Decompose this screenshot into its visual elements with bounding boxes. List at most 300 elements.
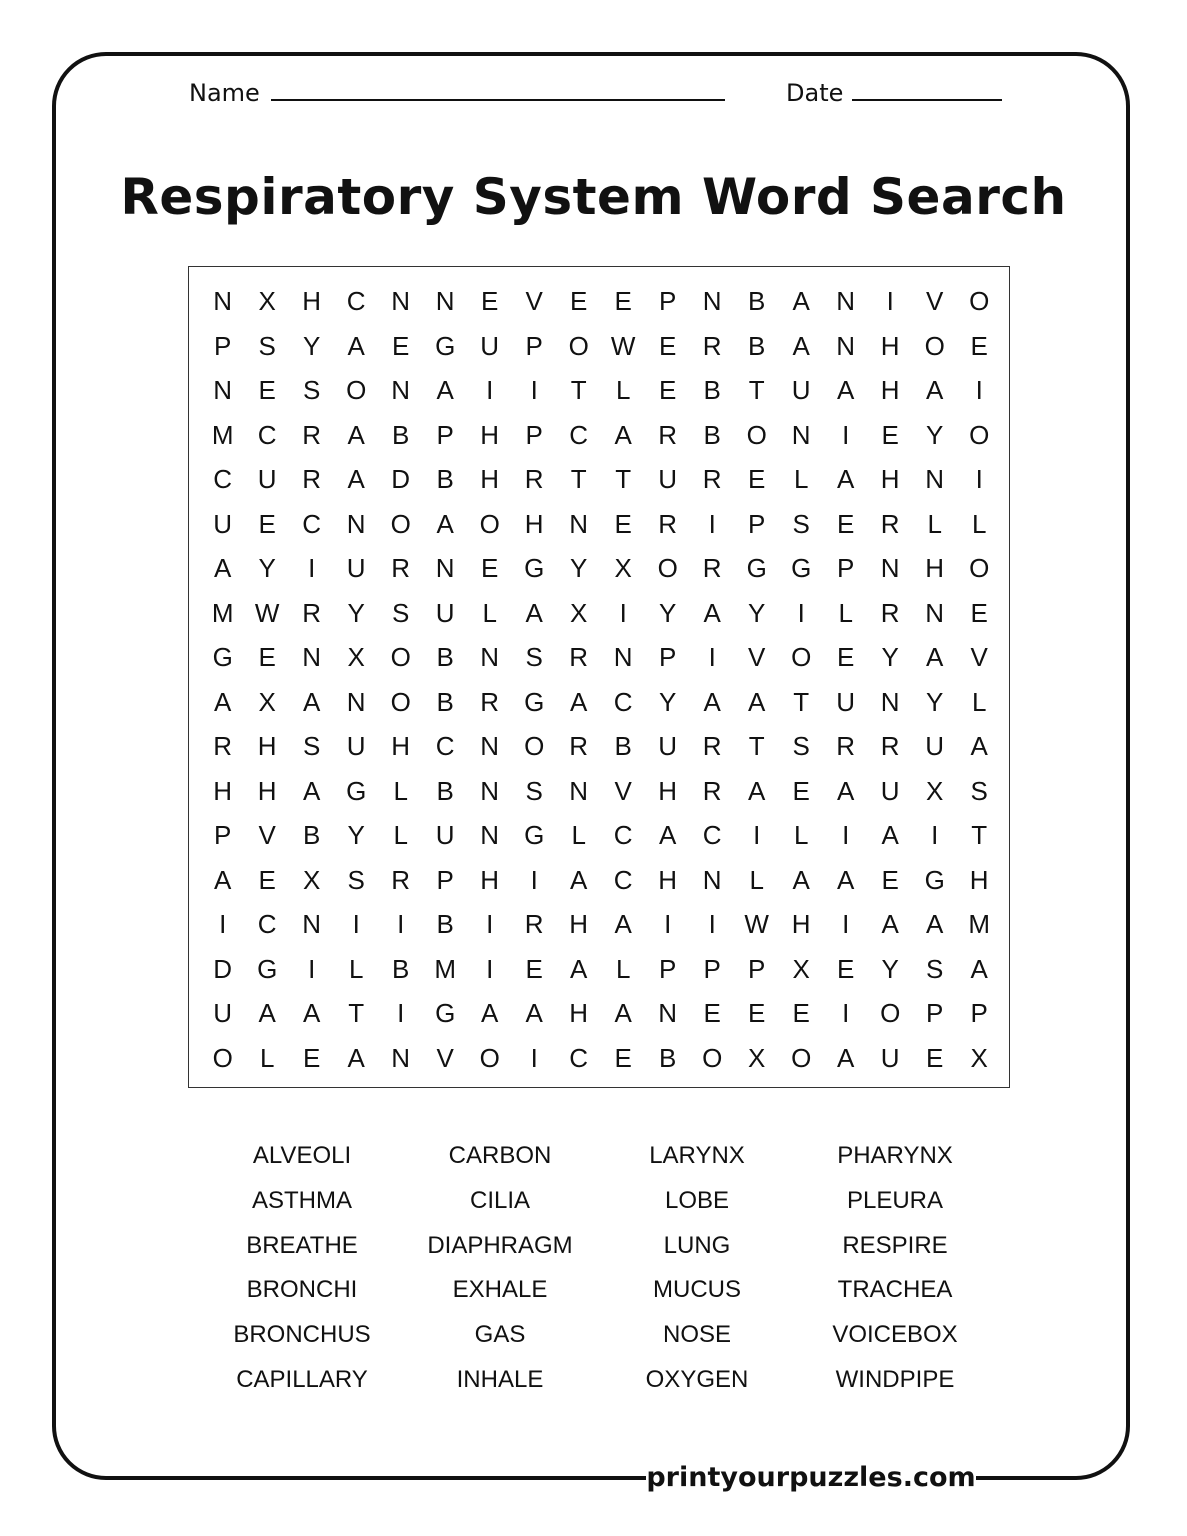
grid-letter: E — [392, 330, 410, 361]
grid-letter: P — [436, 864, 454, 895]
grid-letter: D — [213, 953, 233, 984]
grid-letter: C — [613, 820, 633, 850]
grid-letter: T — [570, 375, 587, 405]
grid-letter: U — [658, 731, 678, 761]
grid-letter: V — [970, 642, 988, 672]
grid-letter: A — [347, 419, 365, 450]
grid-letter: A — [614, 998, 632, 1028]
grid-letter: B — [659, 1042, 677, 1073]
grid-letter: A — [347, 1042, 365, 1073]
grid-letter: O — [791, 1042, 812, 1073]
grid-letter: N — [391, 1042, 411, 1073]
word-list-item: GAS — [474, 1321, 526, 1349]
grid-letter: A — [881, 909, 899, 939]
grid-letter: R — [836, 731, 856, 761]
grid-letter: B — [436, 775, 454, 806]
grid-letter: T — [615, 464, 632, 494]
grid-letter: R — [658, 508, 678, 539]
grid-letter: Y — [926, 686, 944, 717]
grid-letter: D — [391, 464, 411, 494]
grid-letter: T — [971, 820, 988, 850]
footer-site: printyourpuzzles.com — [646, 1462, 976, 1493]
grid-letter: G — [435, 330, 456, 361]
grid-letter: L — [793, 820, 809, 850]
grid-letter: N — [880, 686, 900, 717]
grid-letter: C — [569, 419, 589, 450]
grid-letter: W — [744, 909, 769, 939]
grid-letter: T — [748, 375, 765, 405]
word-list-item: RESPIRE — [842, 1231, 948, 1259]
grid-letter: H — [257, 775, 277, 806]
word-search-grid — [188, 266, 1010, 1088]
grid-letter: U — [836, 686, 856, 717]
grid-letter: I — [797, 597, 805, 628]
grid-letter: H — [257, 731, 277, 761]
grid-letter: E — [614, 508, 632, 539]
grid-letter: O — [657, 553, 678, 583]
grid-letter: R — [702, 553, 722, 583]
grid-letter: U — [346, 553, 366, 583]
grid-letter: M — [211, 419, 234, 450]
grid-letter: P — [837, 553, 855, 583]
grid-letter: E — [303, 1042, 321, 1073]
grid-letter: R — [702, 775, 722, 806]
grid-letter: E — [258, 642, 276, 672]
grid-letter: R — [524, 909, 544, 939]
grid-letter: A — [792, 864, 810, 895]
grid-letter: H — [480, 419, 500, 450]
grid-letter: E — [837, 953, 855, 984]
grid-letter: I — [842, 909, 850, 939]
grid-letter: H — [391, 731, 411, 761]
grid-letter: I — [619, 597, 627, 628]
grid-letter: G — [257, 953, 278, 984]
grid-letter: V — [258, 820, 276, 850]
word-list-item: DIAPHRAGM — [427, 1231, 573, 1259]
grid-letter: P — [525, 419, 543, 450]
grid-letter: E — [481, 286, 499, 316]
grid-letter: G — [524, 553, 545, 583]
grid-letter: P — [703, 953, 721, 984]
grid-letter: E — [837, 508, 855, 539]
grid-letter: R — [302, 419, 322, 450]
grid-letter: N — [925, 464, 945, 494]
grid-letter: H — [569, 998, 589, 1028]
grid-letter: U — [435, 820, 455, 850]
grid-letter: A — [970, 953, 988, 984]
grid-letter: A — [792, 286, 810, 316]
word-list-item: MUCUS — [653, 1276, 741, 1304]
grid-letter: M — [968, 909, 991, 939]
grid-letter: N — [480, 731, 500, 761]
grid-letter: N — [302, 642, 322, 672]
word-list-item: ALVEOLI — [252, 1142, 352, 1169]
grid-letter: O — [746, 419, 767, 450]
grid-letter: I — [352, 909, 360, 939]
grid-letter: B — [436, 642, 454, 672]
grid-letter: L — [793, 464, 809, 494]
grid-letter: B — [436, 686, 454, 717]
grid-letter: S — [970, 775, 988, 806]
grid-letter: E — [258, 375, 276, 405]
grid-letter: R — [658, 419, 678, 450]
grid-letter: G — [346, 775, 367, 806]
grid-letter: X — [748, 1042, 766, 1073]
grid-letter: C — [702, 820, 722, 850]
grid-letter: C — [302, 508, 322, 539]
grid-letter: S — [258, 330, 276, 361]
grid-letter: U — [658, 464, 678, 494]
grid-letter: P — [525, 330, 543, 361]
grid-letter: B — [392, 419, 410, 450]
grid-letter: X — [258, 686, 276, 717]
grid-letter: I — [886, 286, 894, 316]
grid-letter: L — [615, 375, 631, 405]
grid-letter: A — [792, 330, 810, 361]
grid-letter: X — [570, 597, 588, 628]
name-line — [271, 99, 725, 101]
grid-letter: T — [570, 464, 587, 494]
grid-letter: A — [837, 464, 855, 494]
grid-letter: A — [436, 375, 454, 405]
grid-letter: E — [703, 998, 721, 1028]
grid-letter: O — [390, 508, 411, 539]
grid-letter: A — [837, 1042, 855, 1073]
grid-letter: A — [703, 597, 721, 628]
grid-letter: N — [569, 508, 589, 539]
grid-letter: B — [392, 953, 410, 984]
grid-letter: R — [569, 642, 589, 672]
grid-letter: N — [391, 286, 411, 316]
grid-letter: S — [347, 864, 365, 895]
grid-letter: A — [303, 775, 321, 806]
grid-letter: H — [880, 330, 900, 361]
grid-letter: P — [659, 642, 677, 672]
grid-letter: X — [303, 864, 321, 895]
word-list-row — [0, 1179, 1187, 1224]
grid-letter: A — [570, 953, 588, 984]
grid-letter: G — [212, 642, 233, 672]
word-list-item: PHARYNX — [837, 1142, 953, 1169]
grid-letter: T — [748, 731, 765, 761]
grid-letter: N — [346, 508, 366, 539]
word-list-item: WINDPIPE — [835, 1365, 955, 1393]
grid-row — [189, 635, 1009, 680]
word-list-item: LUNG — [663, 1231, 731, 1259]
letter-grid — [189, 279, 1009, 1080]
grid-letter: E — [792, 998, 810, 1028]
word-list-row — [0, 1268, 1187, 1313]
grid-letter: N — [435, 286, 455, 316]
grid-letter: E — [792, 775, 810, 806]
grid-letter: X — [970, 1042, 988, 1073]
grid-letter: A — [837, 775, 855, 806]
grid-letter: A — [570, 864, 588, 895]
grid-letter: A — [303, 686, 321, 717]
grid-letter: L — [393, 820, 408, 850]
grid-letter: R — [702, 330, 722, 361]
grid-row — [189, 368, 1009, 413]
grid-letter: E — [748, 998, 766, 1028]
grid-letter: E — [837, 642, 855, 672]
grid-letter: B — [748, 286, 766, 316]
grid-letter: A — [881, 820, 899, 850]
word-list-item: ASTHMA — [251, 1186, 352, 1214]
grid-letter: B — [436, 909, 454, 939]
grid-letter: L — [348, 953, 364, 984]
grid-letter: I — [708, 642, 716, 672]
grid-letter: G — [924, 864, 945, 895]
grid-letter: I — [308, 953, 316, 984]
grid-letter: S — [792, 508, 810, 539]
grid-letter: P — [659, 953, 677, 984]
grid-letter: A — [214, 864, 232, 895]
grid-letter: P — [926, 998, 944, 1028]
word-list-item: NOSE — [662, 1321, 731, 1349]
grid-letter: T — [348, 998, 365, 1028]
grid-letter: E — [570, 286, 588, 316]
grid-letter: X — [347, 642, 365, 672]
grid-letter: U — [213, 998, 233, 1028]
grid-letter: R — [391, 553, 411, 583]
grid-letter: A — [525, 597, 543, 628]
grid-letter: N — [836, 286, 856, 316]
grid-letter: N — [391, 375, 411, 405]
grid-letter: T — [793, 686, 810, 717]
grid-letter: H — [213, 775, 233, 806]
grid-row — [189, 324, 1009, 369]
grid-letter: L — [482, 597, 497, 628]
grid-letter: H — [480, 864, 500, 895]
grid-letter: A — [258, 998, 276, 1028]
word-list-item: TRACHEA — [837, 1276, 953, 1304]
grid-letter: H — [658, 864, 678, 895]
grid-letter: N — [658, 998, 678, 1028]
grid-letter: Y — [347, 820, 365, 850]
grid-row — [189, 591, 1009, 636]
grid-letter: O — [702, 1042, 723, 1073]
grid-letter: E — [970, 597, 988, 628]
word-list — [0, 1134, 1187, 1403]
grid-letter: I — [842, 419, 850, 450]
grid-letter: E — [881, 419, 899, 450]
grid-row — [189, 1036, 1009, 1081]
grid-letter: I — [753, 820, 761, 850]
grid-letter: E — [481, 553, 499, 583]
grid-letter: A — [703, 686, 721, 717]
grid-letter: R — [702, 464, 722, 494]
grid-row — [189, 457, 1009, 502]
grid-letter: R — [880, 731, 900, 761]
grid-letter: N — [836, 330, 856, 361]
grid-row — [189, 546, 1009, 591]
grid-letter: V — [436, 1042, 454, 1073]
grid-letter: I — [530, 864, 538, 895]
grid-letter: B — [436, 464, 454, 494]
grid-letter: I — [975, 375, 983, 405]
grid-letter: W — [254, 597, 280, 628]
grid-letter: C — [613, 864, 633, 895]
grid-letter: I — [842, 998, 850, 1028]
grid-row — [189, 902, 1009, 947]
grid-letter: L — [259, 1042, 275, 1073]
word-list-item: LOBE — [664, 1186, 730, 1214]
word-list-item: CILIA — [469, 1186, 531, 1214]
grid-letter: I — [708, 508, 716, 539]
grid-letter: H — [791, 909, 811, 939]
word-list-item: OXYGEN — [645, 1365, 749, 1393]
grid-letter: A — [347, 464, 365, 494]
grid-letter: A — [748, 775, 766, 806]
date-line — [852, 99, 1002, 101]
grid-letter: S — [525, 642, 543, 672]
grid-letter: M — [434, 953, 457, 984]
grid-letter: I — [486, 375, 494, 405]
grid-letter: M — [211, 597, 234, 628]
grid-row — [189, 991, 1009, 1036]
grid-letter: E — [970, 330, 988, 361]
grid-letter: L — [971, 686, 987, 717]
word-list-item: CAPILLARY — [236, 1365, 368, 1393]
grid-letter: B — [303, 820, 321, 850]
grid-letter: H — [569, 909, 589, 939]
grid-letter: U — [213, 508, 233, 539]
grid-letter: I — [308, 553, 316, 583]
grid-letter: Y — [659, 597, 677, 628]
grid-letter: Y — [258, 553, 276, 583]
grid-letter: O — [390, 686, 411, 717]
grid-letter: O — [346, 375, 367, 405]
grid-letter: O — [479, 1042, 500, 1073]
grid-letter: A — [926, 642, 944, 672]
grid-letter: O — [212, 1042, 233, 1073]
grid-letter: N — [702, 286, 722, 316]
grid-letter: A — [525, 998, 543, 1028]
grid-letter: G — [524, 820, 545, 850]
grid-letter: R — [880, 597, 900, 628]
grid-letter: H — [969, 864, 989, 895]
grid-letter: N — [880, 553, 900, 583]
word-list-item: INHALE — [456, 1365, 544, 1393]
grid-letter: B — [748, 330, 766, 361]
grid-letter: G — [746, 553, 767, 583]
grid-letter: S — [525, 775, 543, 806]
grid-letter: A — [347, 330, 365, 361]
grid-letter: U — [791, 375, 811, 405]
grid-letter: O — [924, 330, 945, 361]
grid-letter: C — [213, 464, 233, 494]
grid-letter: O — [880, 998, 901, 1028]
grid-letter: E — [258, 864, 276, 895]
grid-letter: V — [926, 286, 944, 316]
grid-letter: I — [842, 820, 850, 850]
grid-letter: L — [615, 953, 631, 984]
grid-letter: C — [435, 731, 455, 761]
grid-letter: C — [257, 419, 277, 450]
grid-row — [189, 680, 1009, 725]
grid-letter: Y — [926, 419, 944, 450]
grid-letter: S — [303, 375, 321, 405]
grid-letter: L — [749, 864, 764, 895]
grid-letter: V — [748, 642, 766, 672]
grid-letter: H — [925, 553, 945, 583]
word-list-item: LARYNX — [649, 1142, 745, 1169]
grid-letter: N — [480, 775, 500, 806]
grid-row — [189, 769, 1009, 814]
grid-letter: H — [880, 375, 900, 405]
grid-letter: P — [214, 820, 232, 850]
grid-letter: X — [614, 553, 632, 583]
grid-row — [189, 813, 1009, 858]
grid-letter: S — [303, 731, 321, 761]
grid-letter: O — [969, 286, 990, 316]
word-list-item: BRONCHI — [246, 1276, 358, 1304]
grid-letter: E — [659, 375, 677, 405]
grid-letter: U — [257, 464, 277, 494]
grid-letter: P — [214, 330, 232, 361]
grid-letter: X — [258, 286, 276, 316]
grid-letter: L — [838, 597, 853, 628]
grid-letter: U — [880, 775, 900, 806]
grid-letter: L — [927, 508, 942, 539]
grid-letter: I — [486, 953, 494, 984]
grid-letter: S — [926, 953, 944, 984]
grid-letter: O — [524, 731, 545, 761]
grid-letter: I — [931, 820, 939, 850]
grid-letter: P — [659, 286, 677, 316]
grid-letter: Y — [570, 553, 588, 583]
word-list-row — [0, 1224, 1187, 1269]
grid-letter: N — [480, 642, 500, 672]
grid-letter: U — [346, 731, 366, 761]
grid-letter: A — [837, 864, 855, 895]
grid-letter: Y — [303, 330, 321, 361]
header-row — [0, 76, 1187, 116]
grid-letter: G — [791, 553, 812, 583]
grid-letter: C — [257, 909, 277, 939]
grid-letter: I — [664, 909, 672, 939]
grid-letter: U — [925, 731, 945, 761]
grid-letter: Y — [347, 597, 365, 628]
grid-row — [189, 858, 1009, 903]
word-list-row — [0, 1134, 1187, 1179]
grid-letter: E — [659, 330, 677, 361]
grid-letter: N — [702, 864, 722, 895]
grid-letter: E — [614, 286, 632, 316]
grid-letter: I — [708, 909, 716, 939]
grid-letter: L — [393, 775, 408, 806]
grid-letter: I — [397, 998, 405, 1028]
name-label: Name — [189, 79, 260, 107]
grid-letter: A — [570, 686, 588, 717]
grid-row — [189, 279, 1009, 324]
grid-letter: G — [524, 686, 545, 717]
grid-letter: O — [969, 419, 990, 450]
grid-letter: A — [748, 686, 766, 717]
grid-letter: H — [658, 775, 678, 806]
grid-letter: N — [613, 642, 633, 672]
word-list-row — [0, 1313, 1187, 1358]
grid-letter: A — [214, 686, 232, 717]
grid-letter: A — [837, 375, 855, 405]
grid-letter: A — [926, 909, 944, 939]
grid-letter: H — [524, 508, 544, 539]
grid-letter: A — [214, 553, 232, 583]
grid-letter: P — [970, 998, 988, 1028]
grid-letter: V — [614, 775, 632, 806]
grid-letter: I — [397, 909, 405, 939]
word-list-item: BREATHE — [246, 1231, 358, 1259]
